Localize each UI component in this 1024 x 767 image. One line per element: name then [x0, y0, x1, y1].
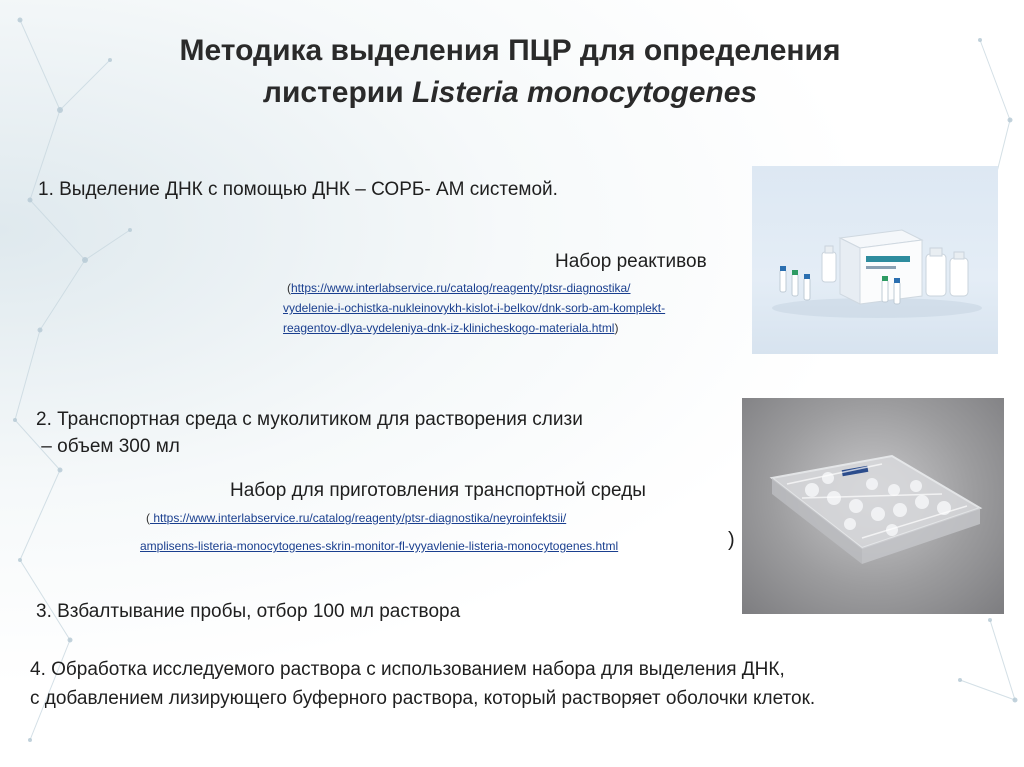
kit-illustration	[752, 166, 998, 354]
step-4-line-1: 4. Обработка исследуемого раствора с использованием набора для выделения ДНК,	[30, 659, 785, 680]
reagent-link-line-3	[283, 318, 753, 338]
step-3-text: 3. Взбалтывание пробы, отбор 100 мл раствора	[36, 601, 461, 622]
transport-close-paren: )	[728, 529, 735, 551]
title-line-2	[60, 72, 960, 114]
title-line-1: Методика выделения ПЦР для определения	[179, 34, 841, 67]
reagent-set-link-part-3[interactable]: reagentov-dlya-vydeleniya-dnk-iz-klinicheskogo-materiala.html	[283, 321, 615, 335]
step-1-text: 1. Выделение ДНК с помощью ДНК – СОРБ- АМ системой.	[38, 179, 558, 200]
open-paren: (	[146, 511, 150, 525]
transport-link-line-1	[146, 508, 736, 528]
step-2-line-2: – объем 300 мл	[36, 436, 180, 457]
transport-set-link-part-2[interactable]: amplisens-listeria-monocytogenes-skrin-monitor-fl-vyyavlenie-listeria-monocytogenes.html	[140, 539, 619, 553]
step-2-text	[36, 406, 583, 460]
open-paren: (	[287, 281, 291, 295]
close-paren: )	[614, 321, 619, 335]
step-4-line-2: с добавлением лизирующего буферного раствора, который растворяет оболочки клеток.	[30, 688, 816, 709]
step-2-line-1: 2. Транспортная среда с муколитиком для растворения слизи	[36, 409, 583, 430]
reagent-link-line-1	[283, 278, 753, 298]
title-line-2-prefix: листерии	[262, 76, 412, 109]
reagent-set-link-part-1[interactable]: https://www.interlabservice.ru/catalog/reagenty/ptsr-diagnostika/	[291, 281, 631, 295]
slide-title	[60, 30, 960, 114]
bag-illustration	[742, 398, 1004, 614]
reagent-set-heading: Набор реактивов	[555, 251, 707, 272]
step-4-text	[30, 655, 815, 713]
transport-set-heading: Набор для приготовления транспортной среды	[230, 480, 646, 501]
reagent-set-link-part-2[interactable]: vydelenie-i-ochistka-nukleinovykh-kislot-i-belkov/dnk-sorb-am-komplekt-	[283, 301, 666, 315]
reagent-set-link-block	[283, 278, 753, 338]
reagent-link-line-2	[283, 298, 753, 318]
dna-sorb-kit-photo	[752, 166, 998, 354]
transport-set-link-part-1[interactable]: https://www.interlabservice.ru/catalog/reagenty/ptsr-diagnostika/neyroinfektsii/	[150, 511, 567, 525]
title-species-name: Listeria monocytogenes	[412, 76, 758, 109]
transport-link-line-2-wrap	[140, 536, 730, 556]
transport-set-link-block	[146, 508, 736, 528]
transport-medium-kit-photo	[742, 398, 1004, 614]
